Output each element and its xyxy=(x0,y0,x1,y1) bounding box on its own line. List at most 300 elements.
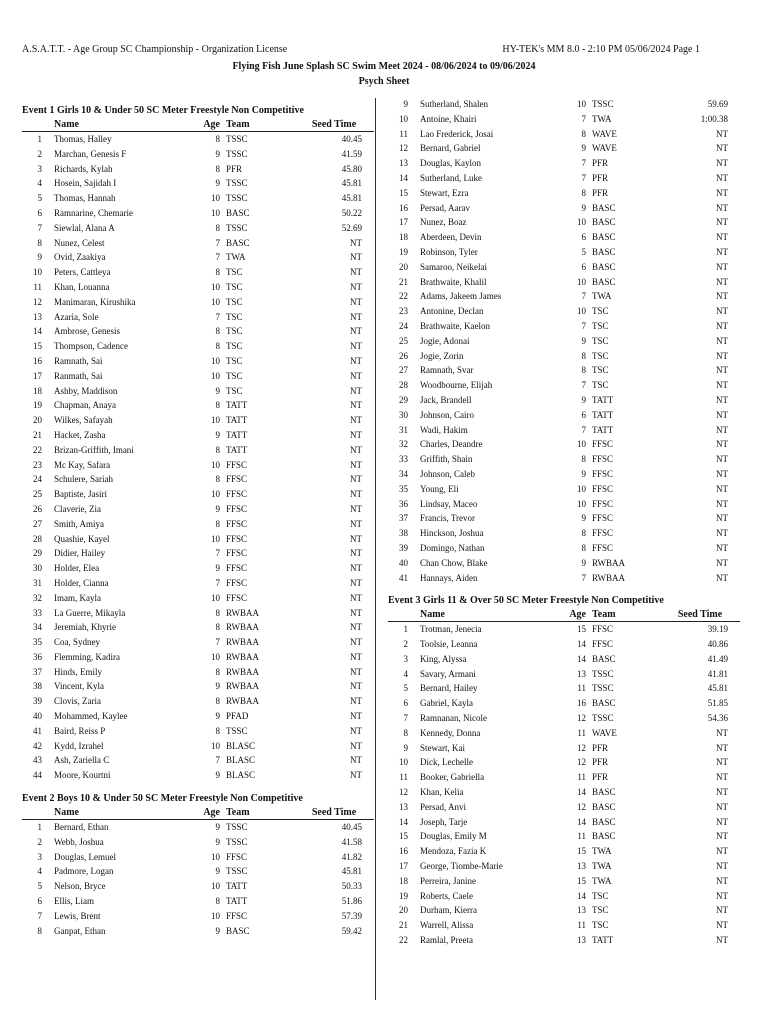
table-row xyxy=(22,310,374,325)
table-row xyxy=(388,785,740,800)
cell-name: Nunez, Boaz xyxy=(420,217,467,228)
cell-age: 7 xyxy=(581,572,586,583)
table-row xyxy=(22,206,374,221)
cell-seed: NT xyxy=(716,831,728,842)
cell-age: 10 xyxy=(211,370,220,381)
cell-team: RWBAA xyxy=(592,572,626,583)
cell-name: Douglas, Emily M xyxy=(420,831,487,842)
table-row xyxy=(388,275,740,290)
cell-name: Kennedy, Donna xyxy=(420,727,481,738)
cell-name: Chan Chow, Blake xyxy=(420,557,488,568)
cell-age: 9 xyxy=(215,178,220,189)
cell-name: Douglas, Kaylon xyxy=(420,158,481,169)
cell-team: RWBAA xyxy=(226,666,260,677)
cell-seed: NT xyxy=(350,267,362,278)
table-row xyxy=(388,467,740,482)
cell-name: Smith, Amiya xyxy=(54,518,105,529)
cell-team: FFSC xyxy=(592,468,614,479)
cell-name: Holder, Cianna xyxy=(54,577,109,588)
left-column xyxy=(22,97,374,946)
table-row xyxy=(388,741,740,756)
cell-seed: 45.81 xyxy=(341,193,362,204)
cell-num: 6 xyxy=(37,896,42,907)
cell-seed: NT xyxy=(350,651,362,662)
cell-team: TSC xyxy=(226,311,243,322)
cell-num: 39 xyxy=(33,696,42,707)
cell-seed: NT xyxy=(716,158,728,169)
event-title: Event 1 Girls 10 & Under 50 SC Meter Freestyle Non Competitive xyxy=(22,105,304,116)
cell-age: 9 xyxy=(215,148,220,159)
cell-seed: NT xyxy=(350,355,362,366)
cell-team: TWA xyxy=(592,875,612,886)
cell-name: Imam, Kayla xyxy=(54,592,101,603)
table-row xyxy=(22,820,374,835)
cell-num: 18 xyxy=(33,385,42,396)
cell-team: PFR xyxy=(592,772,609,783)
cell-num: 5 xyxy=(37,193,42,204)
cell-age: 10 xyxy=(577,276,586,287)
cell-team: RWBAA xyxy=(226,637,260,648)
cell-team: TSSC xyxy=(226,134,248,144)
cell-num: 12 xyxy=(33,296,42,307)
cell-team: BASC xyxy=(592,217,616,228)
cell-seed: 59.42 xyxy=(341,925,362,936)
cell-age: 10 xyxy=(211,910,220,921)
cell-seed: NT xyxy=(350,237,362,248)
cell-team: FFSC xyxy=(592,639,614,650)
cell-name: Ranmath, Sai xyxy=(54,370,103,381)
cell-age: 10 xyxy=(577,439,586,450)
cell-name: Ramnath, Svar xyxy=(420,365,474,376)
table-row xyxy=(22,191,374,206)
cell-seed: NT xyxy=(716,498,728,509)
cell-seed: NT xyxy=(350,563,362,574)
cell-team: TSSC xyxy=(592,668,614,679)
cell-name: Webb, Joshua xyxy=(54,836,104,847)
cell-age: 8 xyxy=(215,326,220,337)
header-spacer xyxy=(22,806,42,819)
cell-team: TSC xyxy=(592,890,609,901)
cell-name: Vincent, Kyla xyxy=(54,681,104,692)
table-row xyxy=(22,753,374,768)
cell-num: 35 xyxy=(399,483,408,494)
cell-num: 12 xyxy=(399,143,408,154)
table-row xyxy=(22,384,374,399)
table-row xyxy=(22,354,374,369)
table-row xyxy=(22,147,374,162)
cell-seed: NT xyxy=(716,350,728,361)
cell-team: RWBAA xyxy=(226,622,260,633)
right-column xyxy=(388,97,740,956)
cell-num: 27 xyxy=(399,365,408,376)
table-row xyxy=(388,874,740,889)
cell-name: Trotman, Jenecia xyxy=(420,624,482,635)
cell-name: Hosein, Sajidah I xyxy=(54,178,117,189)
table-row xyxy=(22,398,374,413)
cell-num: 6 xyxy=(37,207,42,218)
cell-seed: 45.81 xyxy=(707,683,728,694)
cell-age: 8 xyxy=(215,341,220,352)
table-row xyxy=(388,349,740,364)
cell-age: 8 xyxy=(215,696,220,707)
cell-age: 7 xyxy=(215,755,220,766)
cell-name: Mendoza, Fazia K xyxy=(420,846,487,857)
cell-name: Roberts, Caele xyxy=(420,890,473,901)
cell-team: TSSC xyxy=(592,683,614,694)
cell-num: 17 xyxy=(399,861,408,872)
cell-name: Claverie, Zia xyxy=(54,503,101,514)
header-spacer xyxy=(388,608,408,621)
cell-num: 13 xyxy=(33,311,42,322)
cell-seed: NT xyxy=(350,711,362,722)
cell-age: 7 xyxy=(215,237,220,248)
cell-team: TATT xyxy=(592,935,614,946)
cell-num: 9 xyxy=(37,252,42,263)
table-row xyxy=(22,835,374,850)
cell-num: 23 xyxy=(33,459,42,470)
cell-team: TSC xyxy=(592,905,609,916)
cell-name: Domingo, Nathan xyxy=(420,542,485,553)
header-seed: Seed Time xyxy=(677,609,723,621)
cell-seed: 39.19 xyxy=(707,624,728,635)
table-row xyxy=(22,487,374,502)
cell-name: Sutherland, Shalen xyxy=(420,99,488,109)
cell-seed: NT xyxy=(716,920,728,931)
cell-seed: NT xyxy=(350,518,362,529)
cell-team: FFSC xyxy=(226,474,248,485)
cell-num: 8 xyxy=(37,925,42,936)
cell-team: FFSC xyxy=(592,624,614,635)
cell-num: 30 xyxy=(399,409,408,420)
cell-seed: NT xyxy=(350,252,362,263)
header-age: Age xyxy=(203,807,220,819)
cell-name: Jeremiah, Khyrie xyxy=(54,622,116,633)
cell-age: 12 xyxy=(577,713,586,724)
cell-age: 14 xyxy=(577,787,586,798)
table-row xyxy=(388,844,740,859)
cell-name: Perreira, Janine xyxy=(420,875,476,886)
table-row xyxy=(388,726,740,741)
cell-name: Lindsay, Maceo xyxy=(420,498,478,509)
cell-age: 8 xyxy=(581,365,586,376)
cell-age: 10 xyxy=(577,99,586,109)
sheet-title: Psych Sheet xyxy=(358,76,410,87)
table-row xyxy=(22,176,374,191)
cell-num: 40 xyxy=(399,557,408,568)
column-divider xyxy=(375,98,376,1000)
cell-team: BASC xyxy=(226,207,250,218)
table-row xyxy=(388,408,740,423)
cell-name: Hannays, Aiden xyxy=(420,572,478,583)
cell-age: 11 xyxy=(577,772,586,783)
cell-team: TATT xyxy=(226,881,248,892)
cell-age: 5 xyxy=(581,246,586,257)
cell-team: PFR xyxy=(592,757,609,768)
table-row xyxy=(388,889,740,904)
cell-team: BASC xyxy=(592,276,616,287)
meet-title: Flying Fish June Splash SC Swim Meet 2024 - 08/06/2024 to 09/06/2024 xyxy=(232,61,536,72)
cell-num: 10 xyxy=(399,757,408,768)
table-row xyxy=(388,334,740,349)
cell-num: 26 xyxy=(33,503,42,514)
table-row xyxy=(22,894,374,909)
cell-num: 19 xyxy=(399,246,408,257)
table-row xyxy=(22,709,374,724)
cell-team: TSC xyxy=(226,267,243,278)
header-team: Team xyxy=(592,609,616,621)
cell-seed: NT xyxy=(350,696,362,707)
cell-num: 22 xyxy=(33,444,42,455)
table-row xyxy=(22,924,374,939)
cell-num: 10 xyxy=(33,267,42,278)
cell-age: 10 xyxy=(211,489,220,500)
cell-age: 8 xyxy=(581,528,586,539)
cell-num: 36 xyxy=(33,651,42,662)
table-row xyxy=(388,393,740,408)
cell-seed: 54.36 xyxy=(707,713,728,724)
cell-name: Antonine, Declan xyxy=(420,306,484,317)
cell-seed: 41.82 xyxy=(341,851,362,862)
cell-name: Bernard, Gabriel xyxy=(420,143,481,154)
event-continuation xyxy=(388,97,740,585)
cell-name: Ellis, Liam xyxy=(54,896,94,907)
cell-age: 8 xyxy=(581,187,586,198)
cell-name: Joseph, Tarje xyxy=(420,816,468,827)
cell-seed: 45.81 xyxy=(341,866,362,877)
column-header-row xyxy=(22,806,374,820)
cell-seed: NT xyxy=(350,415,362,426)
cell-age: 8 xyxy=(215,400,220,411)
cell-name: Samaroo, Neikelai xyxy=(420,261,487,272)
header-team: Team xyxy=(226,119,250,130)
cell-team: PFR xyxy=(592,172,609,183)
cell-num: 13 xyxy=(399,158,408,169)
cell-num: 15 xyxy=(399,831,408,842)
cell-name: Sutherland, Luke xyxy=(420,172,482,183)
cell-age: 13 xyxy=(577,935,586,946)
cell-age: 7 xyxy=(215,548,220,559)
cell-age: 8 xyxy=(215,222,220,233)
cell-num: 41 xyxy=(399,572,408,583)
cell-team: TATT xyxy=(226,896,248,907)
cell-name: Persad, Aarav xyxy=(420,202,470,213)
cell-team: FFSC xyxy=(226,533,248,544)
cell-seed: 52.69 xyxy=(341,222,362,233)
event-section xyxy=(22,103,374,783)
cell-seed: 50.22 xyxy=(341,207,362,218)
cell-num: 9 xyxy=(403,742,408,753)
cell-age: 9 xyxy=(215,770,220,781)
cell-seed: NT xyxy=(350,622,362,633)
cell-num: 20 xyxy=(33,415,42,426)
cell-age: 6 xyxy=(581,261,586,272)
cell-seed: NT xyxy=(350,281,362,292)
table-row xyxy=(388,770,740,785)
cell-team: TSC xyxy=(226,341,243,352)
cell-seed: NT xyxy=(716,187,728,198)
cell-team: TSC xyxy=(226,355,243,366)
cell-team: FFSC xyxy=(226,503,248,514)
cell-seed: NT xyxy=(350,459,362,470)
cell-seed: NT xyxy=(350,548,362,559)
cell-seed: NT xyxy=(716,424,728,435)
table-row xyxy=(22,576,374,591)
cell-seed: NT xyxy=(716,890,728,901)
cell-name: Francis, Trevor xyxy=(420,513,476,524)
cell-num: 7 xyxy=(37,222,42,233)
cell-seed: NT xyxy=(716,217,728,228)
table-row xyxy=(388,230,740,245)
cell-num: 11 xyxy=(399,128,408,139)
cell-name: Charles, Deandre xyxy=(420,439,483,450)
cell-name: George, Tiombe-Marie xyxy=(420,861,503,872)
cell-name: Jack, Brandell xyxy=(420,394,472,405)
cell-num: 33 xyxy=(33,607,42,618)
cell-team: BASC xyxy=(226,237,250,248)
table-row xyxy=(388,186,740,201)
cell-num: 14 xyxy=(399,816,408,827)
cell-team: TSSC xyxy=(226,148,248,159)
cell-name: Stewart, Kai xyxy=(420,742,465,753)
table-row xyxy=(388,97,740,112)
table-row xyxy=(388,245,740,260)
cell-name: Stewart, Ezra xyxy=(420,187,469,198)
cell-team: RWBAA xyxy=(592,557,626,568)
event-title: Event 3 Girls 11 & Over 50 SC Meter Freestyle Non Competitive xyxy=(388,595,664,607)
cell-age: 8 xyxy=(215,666,220,677)
cell-name: Khan, Louanna xyxy=(54,281,110,292)
cell-seed: NT xyxy=(716,542,728,553)
table-row xyxy=(22,472,374,487)
cell-seed: NT xyxy=(716,439,728,450)
cell-num: 10 xyxy=(399,113,408,124)
table-row xyxy=(22,561,374,576)
cell-seed: 41.59 xyxy=(341,148,362,159)
cell-age: 9 xyxy=(581,202,586,213)
cell-age: 7 xyxy=(581,291,586,302)
cell-team: TSSC xyxy=(226,222,248,233)
cell-age: 9 xyxy=(581,335,586,346)
cell-seed: 40.86 xyxy=(707,639,728,650)
cell-seed: NT xyxy=(716,128,728,139)
cell-team: TSSC xyxy=(226,836,248,847)
cell-num: 24 xyxy=(399,320,408,331)
cell-age: 7 xyxy=(581,320,586,331)
cell-seed: NT xyxy=(716,905,728,916)
table-row xyxy=(22,443,374,458)
cell-team: WAVE xyxy=(592,143,617,154)
cell-num: 16 xyxy=(399,202,408,213)
table-row xyxy=(388,260,740,275)
cell-name: Manimaran, Kirushika xyxy=(54,296,136,307)
cell-num: 21 xyxy=(399,920,408,931)
cell-seed: NT xyxy=(350,592,362,603)
cell-name: Lewis, Brent xyxy=(54,910,101,921)
cell-name: Baird, Reiss P xyxy=(54,725,106,736)
table-row xyxy=(22,428,374,443)
header-age: Age xyxy=(203,119,220,130)
cell-team: BASC xyxy=(592,232,616,243)
cell-num: 11 xyxy=(33,281,42,292)
cell-team: TSSC xyxy=(226,866,248,877)
cell-team: TSSC xyxy=(592,713,614,724)
cell-team: PFAD xyxy=(226,711,249,722)
cell-team: TATT xyxy=(592,409,614,420)
cell-team: BASC xyxy=(592,202,616,213)
cell-seed: NT xyxy=(716,365,728,376)
cell-num: 28 xyxy=(33,533,42,544)
table-row xyxy=(388,859,740,874)
cell-age: 10 xyxy=(211,355,220,366)
cell-num: 8 xyxy=(37,237,42,248)
table-row xyxy=(388,156,740,171)
cell-num: 29 xyxy=(33,548,42,559)
cell-num: 21 xyxy=(33,429,42,440)
cell-team: FFSC xyxy=(592,454,614,465)
cell-seed: NT xyxy=(350,503,362,514)
cell-age: 7 xyxy=(581,158,586,169)
cell-num: 1 xyxy=(37,134,42,144)
table-row xyxy=(22,458,374,473)
table-row xyxy=(388,452,740,467)
cell-seed: NT xyxy=(350,429,362,440)
cell-num: 23 xyxy=(399,306,408,317)
cell-age: 6 xyxy=(581,232,586,243)
cell-seed: NT xyxy=(716,772,728,783)
cell-team: TWA xyxy=(592,113,612,124)
cell-age: 12 xyxy=(577,757,586,768)
table-row xyxy=(22,694,374,709)
cell-age: 11 xyxy=(577,683,586,694)
cell-team: TATT xyxy=(592,394,614,405)
cell-num: 38 xyxy=(33,681,42,692)
table-row xyxy=(388,215,740,230)
cell-name: Peters, Cattleya xyxy=(54,267,111,278)
cell-num: 14 xyxy=(33,326,42,337)
cell-seed: NT xyxy=(350,311,362,322)
cell-num: 28 xyxy=(399,380,408,391)
cell-num: 36 xyxy=(399,498,408,509)
table-row xyxy=(388,652,740,667)
cell-num: 35 xyxy=(33,637,42,648)
cell-seed: NT xyxy=(716,380,728,391)
table-row xyxy=(388,800,740,815)
cell-team: BLASC xyxy=(226,770,256,781)
header-team: Team xyxy=(226,807,250,819)
cell-num: 29 xyxy=(399,394,408,405)
cell-age: 8 xyxy=(581,128,586,139)
cell-name: Clovis, Zaria xyxy=(54,696,101,707)
cell-seed: NT xyxy=(716,513,728,524)
cell-age: 9 xyxy=(215,563,220,574)
cell-seed: 51.86 xyxy=(341,896,362,907)
cell-age: 10 xyxy=(577,498,586,509)
cell-seed: NT xyxy=(716,172,728,183)
cell-team: TSSC xyxy=(226,178,248,189)
cell-age: 10 xyxy=(211,193,220,204)
cell-num: 27 xyxy=(33,518,42,529)
cell-seed: NT xyxy=(350,385,362,396)
cell-num: 20 xyxy=(399,261,408,272)
cell-name: La Guerre, Mikayla xyxy=(54,607,126,618)
cell-age: 8 xyxy=(581,542,586,553)
cell-team: BASC xyxy=(592,816,616,827)
cell-num: 8 xyxy=(403,727,408,738)
table-row xyxy=(22,280,374,295)
cell-seed: NT xyxy=(350,341,362,352)
table-row xyxy=(22,724,374,739)
cell-seed: NT xyxy=(350,444,362,455)
